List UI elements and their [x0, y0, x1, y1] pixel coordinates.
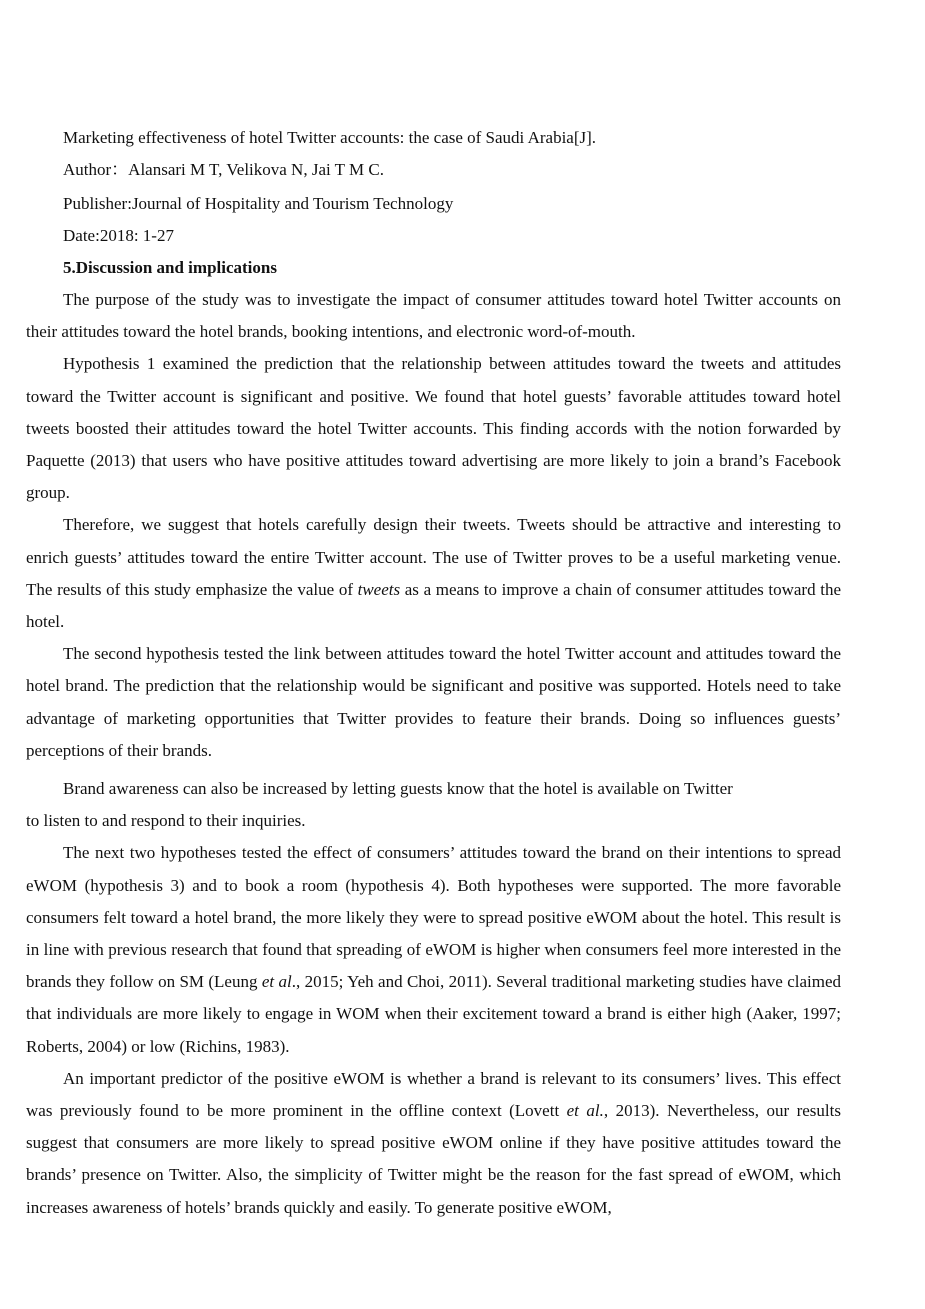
section-heading: 5.Discussion and implications [63, 258, 277, 277]
paragraph-hypotheses-text-a: The next two hypotheses tested the effect of consumers’ attitudes toward the brand on their intentions to spread eWOM (hypothesis 3) and to book a room (hypothesis 4). Both hypotheses were supported. The more favorable consumers felt toward a hotel brand, the more likely they were to spread positive eWOM about the hotel. This result is in line with previous research that found that spreading of eWOM is higher when consumers feel more interested in the brands they follow on SM (Leung [26, 843, 841, 992]
reference-author: Author：Alansari M T, Velikova N, Jai T M C. [63, 160, 384, 179]
paragraph-tweet-design-text-b: as a means to improve a chain of consumer attitudes toward the hotel. [26, 579, 841, 632]
paragraph-hypothesis-2: The second hypothesis tested the link between attitudes toward the hotel Twitter account and attitudes toward the hotel brand. The prediction that the relationship would be significant and positive was supported. Hotels need to take advantage of marketing opportunities that Twitter provides to feature their brands. Doing so influences guests’ perceptions of their brands. [26, 644, 841, 760]
document-page [26, 122, 841, 1224]
paragraph-hypotheses-text-b: ., 2015; Yeh and Choi, 2011). Several traditional marketing studies have claimed that individuals are more likely to engage in WOM when their excitement toward a brand is either high (Aaker, 1997; Roberts, 2004) or low (Richins, 1983). [26, 972, 842, 1056]
paragraph-hypothesis-1: Hypothesis 1 examined the prediction that the relationship between attitudes toward the tweets and attitudes toward the Twitter account is significant and positive. We found that hotel guests’ favorable attitudes toward hotel tweets boosted their attitudes toward the hotel Twitter accounts. This finding accords with the notion forwarded by Paquette (2013) that users who have positive attitudes toward advertising are more likely to join a brand’s Facebook group. [26, 354, 841, 503]
paragraph-ewom-text-b: , 2013). Nevertheless, our results suggest that consumers are more likely to spread positive eWOM online if they have positive attitudes toward the brands’ presence on Twitter. Also, the simplicity of Twitter might be the reason for the fast spread of eWOM, which increases awareness of hotels’ brands quickly and easily. To generate positive eWOM, [26, 1101, 841, 1217]
paragraph-brand-awareness-line-2: to listen to and respond to their inquiries. [26, 811, 306, 831]
paragraph-hypotheses-emphasis: et al [261, 972, 292, 992]
paragraph-brand-awareness-line-1: Brand awareness can also be increased by letting guests know that the hotel is available on Twitter [63, 779, 733, 799]
paragraph-hypotheses-3-4 [26, 837, 841, 1062]
paragraph-tweet-design-text-a: Therefore, we suggest that hotels carefully design their tweets. Tweets should be attractive and interesting to enrich guests’ attitudes toward the entire Twitter account. The use of Twitter proves to be a useful marketing venue. The results of this study emphasize the value of [26, 515, 841, 599]
paragraph-brand-awareness [26, 773, 841, 837]
paragraph-tweet-design [26, 509, 841, 638]
paragraph-purpose: The purpose of the study was to investigate the impact of consumer attitudes toward hotel Twitter accounts on their attitudes toward the hotel brands, booking intentions, and electronic word-of-mouth. [26, 290, 841, 342]
reference-date: Date:2018: 1-27 [63, 226, 174, 245]
paragraph-ewom-emphasis: et al. [566, 1101, 604, 1121]
reference-title: Marketing effectiveness of hotel Twitter accounts: the case of Saudi Arabia[J]. [63, 128, 597, 147]
reference-publisher: Publisher:Journal of Hospitality and Tourism Technology [63, 194, 454, 213]
paragraph-ewom-text-a: An important predictor of the positive eWOM is whether a brand is relevant to its consumers’ lives. This effect was previously found to be more prominent in the offline context (Lovett [26, 1068, 841, 1121]
paragraph-ewom-predictor [26, 1063, 841, 1224]
paragraph-tweet-design-emphasis: tweets [357, 579, 401, 599]
